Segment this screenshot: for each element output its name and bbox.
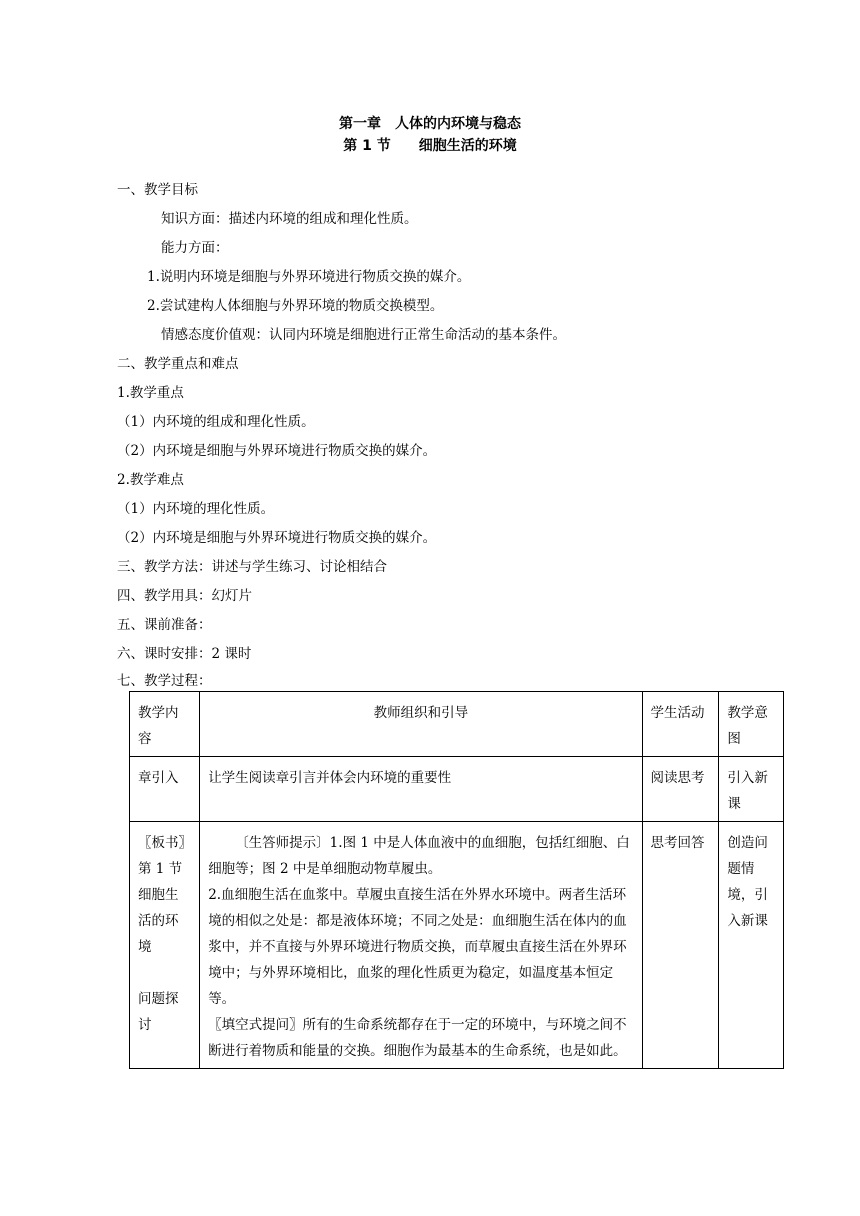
ability-item-2: 2.尝试建构人体细胞与外界环境的物质交换模型。 [147, 298, 444, 314]
row1-activity: 阅读思考 [642, 757, 719, 822]
table-row [130, 822, 784, 1069]
row2-content-board: 〖板书〗第 1 节细胞生活的环境 [138, 835, 186, 955]
heading-preparation: 五、课前准备： [117, 617, 212, 633]
header-intent: 教学意图 [719, 692, 784, 757]
row2-guide-cell [200, 822, 642, 1069]
row2-guide-p3: 〖填空式提问〗所有的生命系统都存在于一定的环境中，与环境之间不断进行着物质和能量的交换。细胞作为最基本的生命系统，也是如此。 [208, 1017, 627, 1059]
header-activity: 学生活动 [642, 692, 719, 757]
row2-content-problem: 问题探讨 [138, 991, 179, 1033]
heading-key-points: 二、教学重点和难点 [117, 356, 239, 372]
ability-item-1: 1.说明内环境是细胞与外界环境进行物质交换的媒介。 [147, 269, 471, 285]
difficulty-1: （1）内环境的理化性质。 [117, 501, 275, 517]
attitude-goal: 情感态度价值观：认同内环境是细胞进行正常生命活动的基本条件。 [161, 327, 566, 343]
table-header-row [130, 692, 784, 757]
row2-guide-p2: 2.血细胞生活在血浆中。草履虫直接生活在外界水环境中。两者生活环境的相似之处是：都是液体环境；不同之处是：血细胞生活在体内的血浆中，并不直接与外界环境进行物质交换，而草履虫直接生活在外界环境中；与外界环境相比，血浆的理化性质更为稳定，如温度基本恒定等。 [208, 887, 627, 1007]
heading-schedule: 六、课时安排：2 课时 [117, 646, 252, 662]
heading-tools: 四、教学用具：幻灯片 [117, 588, 252, 604]
heading-objectives: 一、教学目标 [117, 182, 198, 198]
heading-methods: 三、教学方法：讲述与学生练习、讨论相结合 [117, 559, 387, 575]
key-point-1: （1）内环境的组成和理化性质。 [117, 414, 315, 430]
row1-guide: 让学生阅读章引言并体会内环境的重要性 [200, 757, 642, 822]
difficulty-label: 2.教学难点 [117, 472, 184, 488]
row2-intent: 创造问题情境，引入新课 [719, 822, 784, 1069]
row2-content-cell [130, 822, 200, 1069]
header-content: 教学内容 [130, 692, 200, 757]
row2-guide-p1: 〔生答师提示〕1.图 1 中是人体血液中的血细胞，包括红细胞、白细胞等；图 2 中是单细胞动物草履虫。 [208, 835, 630, 877]
heading-process: 七、教学过程： [117, 673, 212, 689]
row2-activity: 思考回答 [642, 822, 719, 1069]
key-point-2: （2）内环境是细胞与外界环境进行物质交换的媒介。 [117, 443, 437, 459]
section-title: 第 1 节 细胞生活的环境 [343, 138, 517, 154]
row1-content: 章引入 [130, 757, 200, 822]
row1-intent: 引入新课 [719, 757, 784, 822]
table-row [130, 757, 784, 822]
knowledge-goal: 知识方面：描述内环境的组成和理化性质。 [161, 211, 418, 227]
ability-heading: 能力方面： [161, 240, 229, 256]
teaching-process-table [129, 691, 784, 1069]
chapter-title: 第一章 人体的内环境与稳态 [339, 116, 521, 132]
key-points-label: 1.教学重点 [117, 385, 184, 401]
header-guide: 教师组织和引导 [200, 692, 642, 757]
difficulty-2: （2）内环境是细胞与外界环境进行物质交换的媒介。 [117, 530, 437, 546]
